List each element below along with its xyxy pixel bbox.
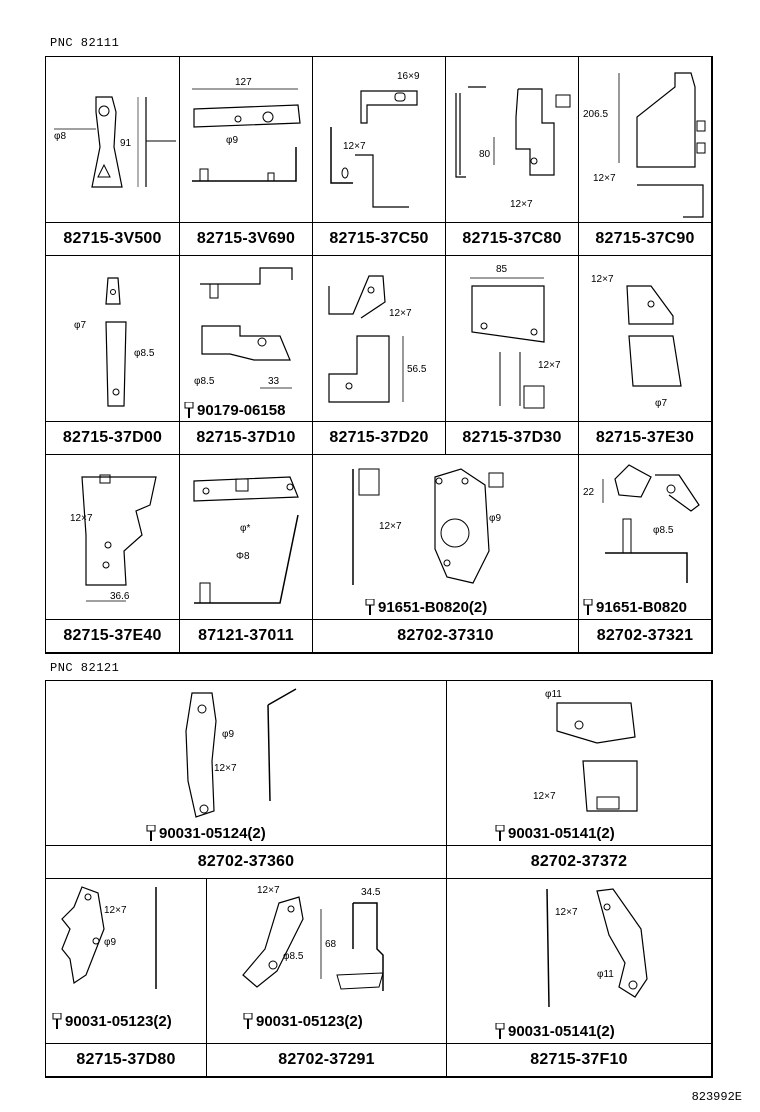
bolt-icon: [495, 825, 505, 841]
part-drawing: [180, 57, 313, 224]
part-drawing: [46, 256, 180, 423]
dim-label: 85: [496, 264, 508, 275]
bolt-part-number: 90031-05123(2): [256, 1013, 363, 1030]
dim-label: 12×7: [555, 907, 578, 918]
dim-label: 12×7: [510, 199, 533, 210]
part-number: 82715-37D20: [313, 421, 445, 454]
bolt-part-number: 90031-05123(2): [65, 1013, 172, 1030]
part-number: 82702-37310: [313, 619, 578, 652]
dim-label: 12×7: [343, 141, 366, 152]
dim-label: 56.5: [407, 364, 427, 375]
part-cell: [207, 879, 447, 1077]
bolt-icon: [243, 1013, 253, 1029]
part-number: 82715-37C50: [313, 222, 445, 255]
dim-label: 80: [479, 149, 491, 160]
part-drawing: [46, 455, 180, 621]
part-drawing: [446, 256, 579, 423]
part-drawing: [447, 879, 712, 1009]
part-cell: [313, 256, 446, 455]
bolt-callout: [243, 1013, 363, 1030]
part-number: 82715-37F10: [447, 1043, 711, 1076]
dim-label: 12×7: [533, 791, 556, 802]
dim-label: 91: [120, 138, 132, 149]
part-drawing: [579, 455, 712, 595]
part-drawing: [579, 57, 712, 224]
dim-label: 12×7: [379, 521, 402, 532]
dim-label: 16×9: [397, 71, 420, 82]
dim-label: φ8.5: [134, 348, 155, 359]
part-cell: [447, 879, 712, 1077]
bolt-part-number: 90031-05141(2): [508, 825, 615, 842]
part-drawing: [207, 879, 447, 1009]
bolt-callout: [495, 1023, 615, 1040]
part-cell: [46, 256, 180, 455]
part-cell: [46, 879, 207, 1077]
part-cell: [313, 57, 446, 256]
dim-label: φ7: [655, 398, 668, 409]
part-drawing: [446, 57, 579, 224]
bolt-icon: [583, 599, 593, 615]
dim-label: 127: [235, 77, 252, 88]
dim-label: 12×7: [257, 885, 280, 896]
bolt-part-number: 90179-06158: [197, 402, 286, 419]
bolt-callout: [583, 599, 687, 616]
part-number: 87121-37011: [180, 619, 312, 652]
bolt-callout: [146, 825, 266, 842]
part-number: 82715-37D80: [46, 1043, 206, 1076]
dim-label: φ11: [597, 969, 614, 980]
dim-label: 33: [268, 376, 280, 387]
dim-label: 12×7: [593, 173, 616, 184]
dim-label: φ8.5: [283, 951, 304, 962]
dim-label: Φ8: [236, 551, 250, 562]
dim-label: φ9: [222, 729, 235, 740]
part-cell: [446, 256, 579, 455]
part-number: 82715-37E30: [579, 421, 711, 454]
part-number: 82702-37372: [447, 845, 711, 878]
dim-label: 36.6: [110, 591, 130, 602]
part-cell: [46, 681, 447, 879]
part-number: 82715-37D30: [446, 421, 578, 454]
bolt-icon: [184, 402, 194, 418]
dim-label: φ9: [489, 513, 502, 524]
part-number: 82715-37C90: [579, 222, 711, 255]
dim-label: φ7: [74, 320, 87, 331]
dim-label: 206.5: [583, 109, 609, 120]
dim-label: φ8: [54, 131, 67, 142]
part-cell: [579, 256, 712, 455]
dim-label: 34.5: [361, 887, 381, 898]
dim-label: 22: [583, 487, 595, 498]
part-number: 82702-37291: [207, 1043, 446, 1076]
dim-label: 68: [325, 939, 337, 950]
figure-reference: 823992E: [691, 1090, 742, 1104]
parts-grid-1: [45, 56, 713, 654]
part-drawing: [180, 455, 313, 621]
bolt-part-number: 91651-B0820(2): [378, 599, 488, 616]
part-number: 82702-37321: [579, 619, 711, 652]
part-drawing: [447, 681, 712, 821]
bolt-icon: [495, 1023, 505, 1039]
dim-label: 12×7: [214, 763, 237, 774]
pnc-label-2: PNC 82121: [50, 661, 120, 675]
part-cell: [180, 455, 313, 653]
bolt-icon: [365, 599, 375, 615]
part-cell: [46, 57, 180, 256]
part-cell: [579, 57, 712, 256]
part-drawing: [46, 879, 207, 1009]
dim-label: 12×7: [538, 360, 561, 371]
part-drawing: [180, 256, 313, 423]
part-number: 82715-3V500: [46, 222, 179, 255]
part-number: 82715-37E40: [46, 619, 179, 652]
part-cell: [46, 455, 180, 653]
dim-label: 12×7: [70, 513, 93, 524]
bolt-callout: [52, 1013, 172, 1030]
dim-label: φ8.5: [653, 525, 674, 536]
part-drawing: [46, 57, 180, 224]
part-number: 82702-37360: [46, 845, 446, 878]
bolt-icon: [52, 1013, 62, 1029]
dim-label: 12×7: [389, 308, 412, 319]
dim-label: φ9: [104, 937, 117, 948]
part-drawing: [579, 256, 712, 423]
dim-label: φ9: [226, 135, 239, 146]
dim-label: φ*: [240, 523, 251, 534]
dim-label: 12×7: [104, 905, 127, 916]
part-cell: [579, 455, 712, 653]
bolt-callout: [184, 402, 285, 419]
part-drawing: [313, 256, 446, 423]
bolt-part-number: 91651-B0820: [596, 599, 687, 616]
part-cell: [180, 57, 313, 256]
part-number: 82715-37C80: [446, 222, 578, 255]
part-number: 82715-37D10: [180, 421, 312, 454]
part-number: 82715-37D00: [46, 421, 179, 454]
part-cell: [447, 681, 712, 879]
part-cell: [313, 455, 579, 653]
bolt-callout: [365, 599, 487, 616]
bolt-part-number: 90031-05141(2): [508, 1023, 615, 1040]
part-drawing: [313, 57, 446, 224]
pnc-label-1: PNC 82111: [50, 36, 120, 50]
part-drawing: [46, 681, 447, 821]
part-cell: [180, 256, 313, 455]
parts-grid-2: [45, 680, 713, 1078]
dim-label: φ11: [545, 689, 562, 700]
bolt-icon: [146, 825, 156, 841]
part-cell: [446, 57, 579, 256]
part-drawing: [313, 455, 579, 595]
bolt-part-number: 90031-05124(2): [159, 825, 266, 842]
part-number: 82715-3V690: [180, 222, 312, 255]
dim-label: φ8.5: [194, 376, 215, 387]
bolt-callout: [495, 825, 615, 842]
dim-label: 12×7: [591, 274, 614, 285]
